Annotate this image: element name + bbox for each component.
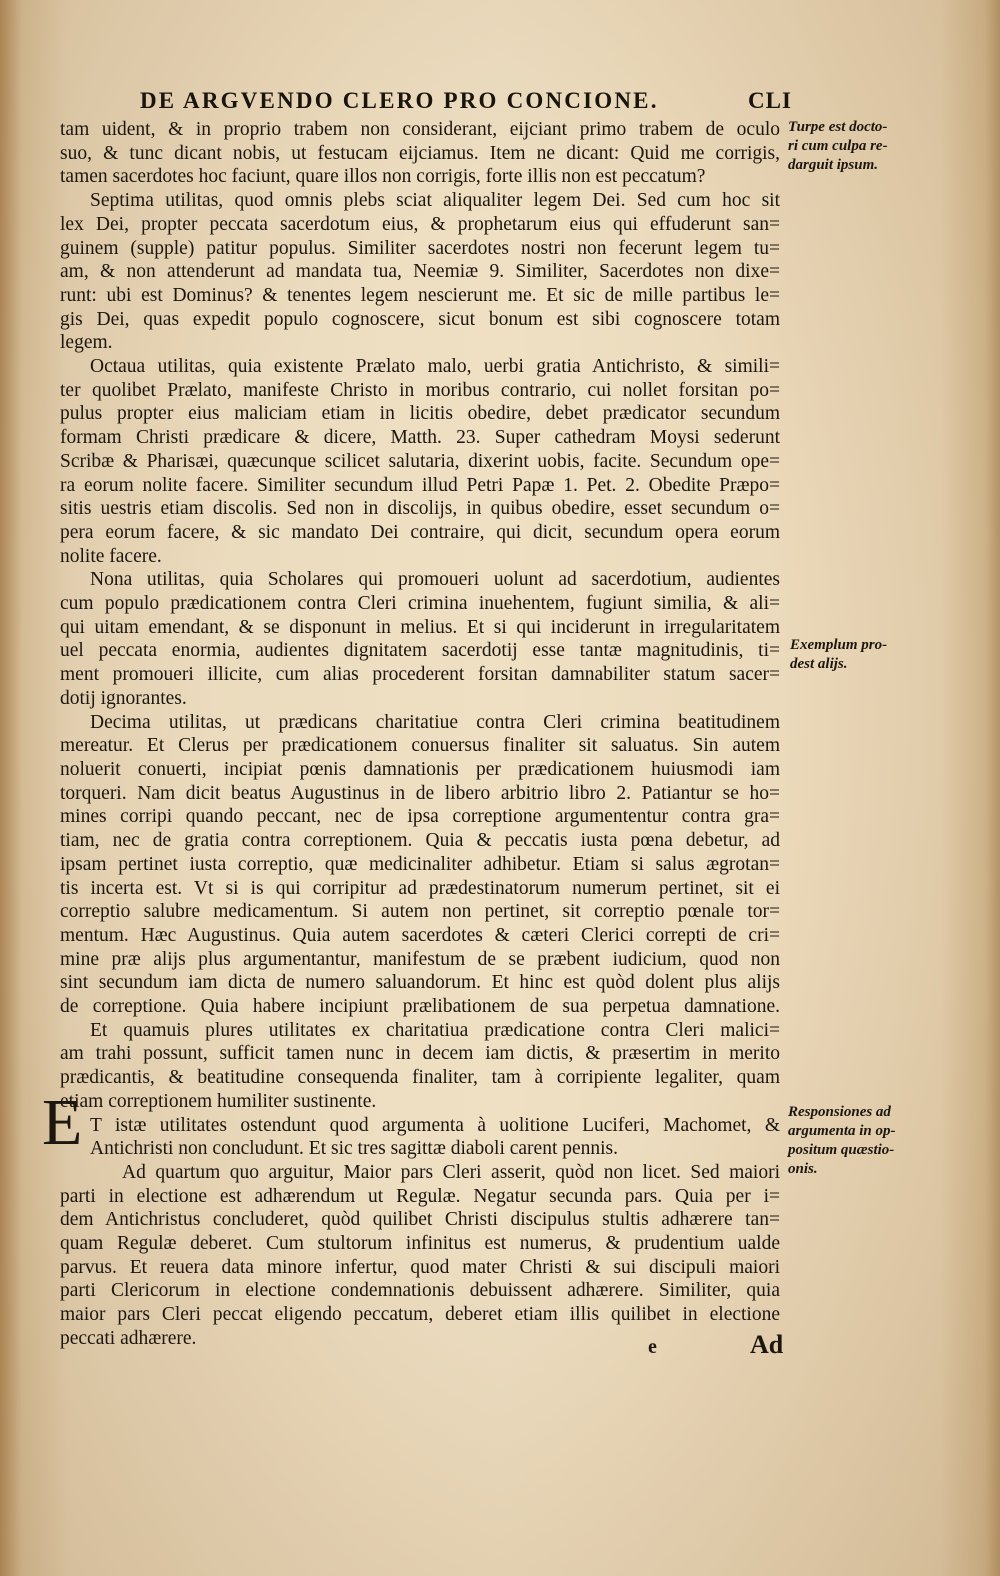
text-line: lex Dei, propter peccata sacerdotum eius, & prophetarum eius qui effuderunt san= [60,213,780,235]
drop-capital: E [42,1086,83,1159]
margin-note-line: Turpe est docto- [788,119,888,135]
text-line: correptio salubre medicamentum. Si autem non pertinet, sit correptio pœnale tor= [60,901,780,923]
text-line: mereatur. Et Clerus per prædicationem conuersus finaliter sit saluatus. Sin autem [60,735,780,757]
margin-note-line: dest alijs. [790,656,848,672]
text-line: guinem (supple) patitur populus. Similiter sacerdotes nostri non fecerunt legem tu= [60,237,780,259]
text-line: mine præ alijs plus argumentantur, manifestum de se præbent iudicium, quod non [60,948,780,970]
margin-note-line: Exemplum pro- [790,637,888,653]
text-line: am trahi possunt, sufficit tamen nunc in decem iam dictis, & præsertim in merito [60,1043,780,1065]
text-line: legem. [60,332,113,354]
text-line: dem Antichristus concluderet, quòd quilibet Christi discipulus stultis adhærere tan= [60,1209,780,1231]
signature-mark: e [648,1336,657,1358]
text-line: de correptione. Quia habere incipiunt prælibationem de sua perpetua damnatione. [60,996,780,1018]
text-line: tis incerta est. Vt si is qui corripitur ad prædestinatorum numerum pertinet, sit ei [60,877,780,899]
text-line: formam Christi prædicare & dicere, Matth. 23. Super cathedram Moysi sederunt [60,427,780,449]
text-line: mines corripi quando peccant, nec de ipsa correptione argumententur contra gra= [60,806,780,828]
text-line: Septima utilitas, quod omnis plebs sciat aliqualiter legem Dei. Sed cum hoc sit [90,190,780,212]
folio-number: CLI [748,88,792,113]
text-line: qui uitam emendant, & se disponunt in melius. Et si qui inciderunt in irregularitatem [60,616,780,638]
text-line: Ad quartum quo arguitur, Maior pars Cleri asserit, quòd non licet. Sed maiori [122,1161,780,1183]
text-line: parti in electione est adhærendum ut Regulæ. Negatur secunda pars. Quia per i= [60,1185,780,1207]
text-line: suo, & tunc dicant nobis, ut festucam eijciamus. Item ne dicant: Quid me corrigis, [60,142,780,164]
text-line: Octaua utilitas, quia existente Prælato malo, uerbi gratia Antichristo, & simili= [90,356,780,378]
margin-note-3 [788,1103,938,1179]
text-line: tamen sacerdotes hoc faciunt, quare illos non corrigis, forte illis non est peccatum? [60,166,706,188]
text-line: Antichristi non concludunt. Et sic tres sagittæ diaboli carent pennis. [90,1138,619,1160]
margin-note-line: ri cum culpa re- [788,138,888,154]
text-line: tam uident, & in proprio trabem non considerant, eijciant primo trabem de oculo [60,119,780,140]
margin-note-line: Responsiones ad [788,1104,891,1120]
text-line: prædicantis, & beatitudine consequenda finaliter, tam à corripiente legaliter, quam [60,1067,780,1089]
text-line: sitis uestris etiam discolis. Sed non in discolijs, in quibus obedire, esset secundum o= [60,498,780,520]
text-line: sint secundum iam dicta de numero saluandorum. Et hinc est quòd dolent plus alijs [60,972,780,994]
margin-note-line: darguit ipsum. [788,157,879,173]
text-line: uel peccata enormia, audientes dignitatem sacerdotij esse tantæ magnitudinis, ti= [60,640,780,662]
text-line: cum populo prædicationem contra Cleri crimina inuehentem, fugiunt similia, & ali= [60,593,780,615]
text-line: torqueri. Nam dicit beatus Augustinus in de libero arbitrio libro 2. Patiantur se ho= [60,782,780,804]
catchword: Ad [750,1330,784,1359]
running-title: DE ARGVENDO CLERO PRO CONCIONE. [140,88,659,113]
text-line: peccati adhærere. [60,1327,197,1349]
text-line: etiam correptionem humiliter sustinente. [60,1090,377,1112]
margin-note-2 [790,636,940,674]
text-line: Decima utilitas, ut prædicans charitatiue contra Cleri crimina beatitudinem [90,711,780,733]
margin-note-1 [788,118,938,175]
text-line: Scribæ & Pharisæi, quæcunque scilicet salutaria, dixerint uobis, facite. Secundum ope= [60,450,780,472]
text-line: runt: ubi est Dominus? & tenentes legem nescierunt me. Et sic de mille partibus le= [60,284,780,306]
text-line: ter quolibet Prælato, manifeste Christo in moribus contrario, cui nollet forsitan po= [60,379,780,401]
text-line: ra eorum nolite facere. Similiter secundum illud Petri Papæ 1. Pet. 2. Obedite Præpo= [60,474,780,496]
margin-note-line: positum quæstio- [788,1142,895,1158]
text-line: nolite facere. [60,545,162,567]
text-line: mentum. Hæc Augustinus. Quia autem sacerdotes & cæteri Clerici correpti de cri= [60,924,780,946]
text-line: gis Dei, quas expedit populo cognoscere, sicut bonum est sibi cognoscere totam [60,308,780,330]
text-line: noluerit conuerti, incipiat pœnis damnationis per prædicationem huiusmodi iam [60,758,780,780]
text-line: parti Clericorum in electione condemnationis debuissent adhærere. Similiter, quia [60,1280,780,1302]
margin-note-line: onis. [788,1161,818,1177]
text-line: dotij ignorantes. [60,687,187,709]
text-line: Nona utilitas, quia Scholares qui promoueri uolunt ad sacerdotium, audientes [90,569,780,591]
text-line: ipsam pertinet iusta correptio, quæ medicinaliter adhibetur. Etiam si salus ægrotan= [60,853,780,875]
text-line: quam Regulæ deberet. Cum stultorum infinitus est numerus, & prudentium ualde [60,1233,780,1255]
text-line: ment promoueri illicite, cum alias procederent forsitan damnabiliter statum sacer= [60,664,780,686]
main-text-block [60,118,780,1351]
text-line: tiam, nec de gratia contra correptionem. Quia & peccatis iusta pœna debetur, ad [60,830,780,852]
text-line: am, & non attenderunt ad mandata tua, Neemiæ 9. Similiter, Sacerdotes non dixe= [60,261,780,283]
text-line: pera eorum facere, & sic mandato Dei contraire, qui dicit, secundum opera eorum [60,521,780,543]
text-line: maior pars Cleri peccat eligendo peccatum, deberet etiam illis quilibet in electione [60,1304,780,1326]
margin-note-line: argumenta in op- [788,1123,896,1139]
text-line: Et quamuis plures utilitates ex charitatiua prædicatione contra Cleri malici= [90,1019,780,1041]
text-line: T istæ utilitates ostendunt quod argumenta à uolitione Luciferi, Machomet, & [90,1114,780,1136]
text-line: pulus propter eius maliciam etiam in licitis obedire, debet prædicator secundum [60,403,780,425]
text-line: parvus. Et reuera data minore infertur, quod mater Christi & sui discipuli maiori [60,1256,780,1278]
